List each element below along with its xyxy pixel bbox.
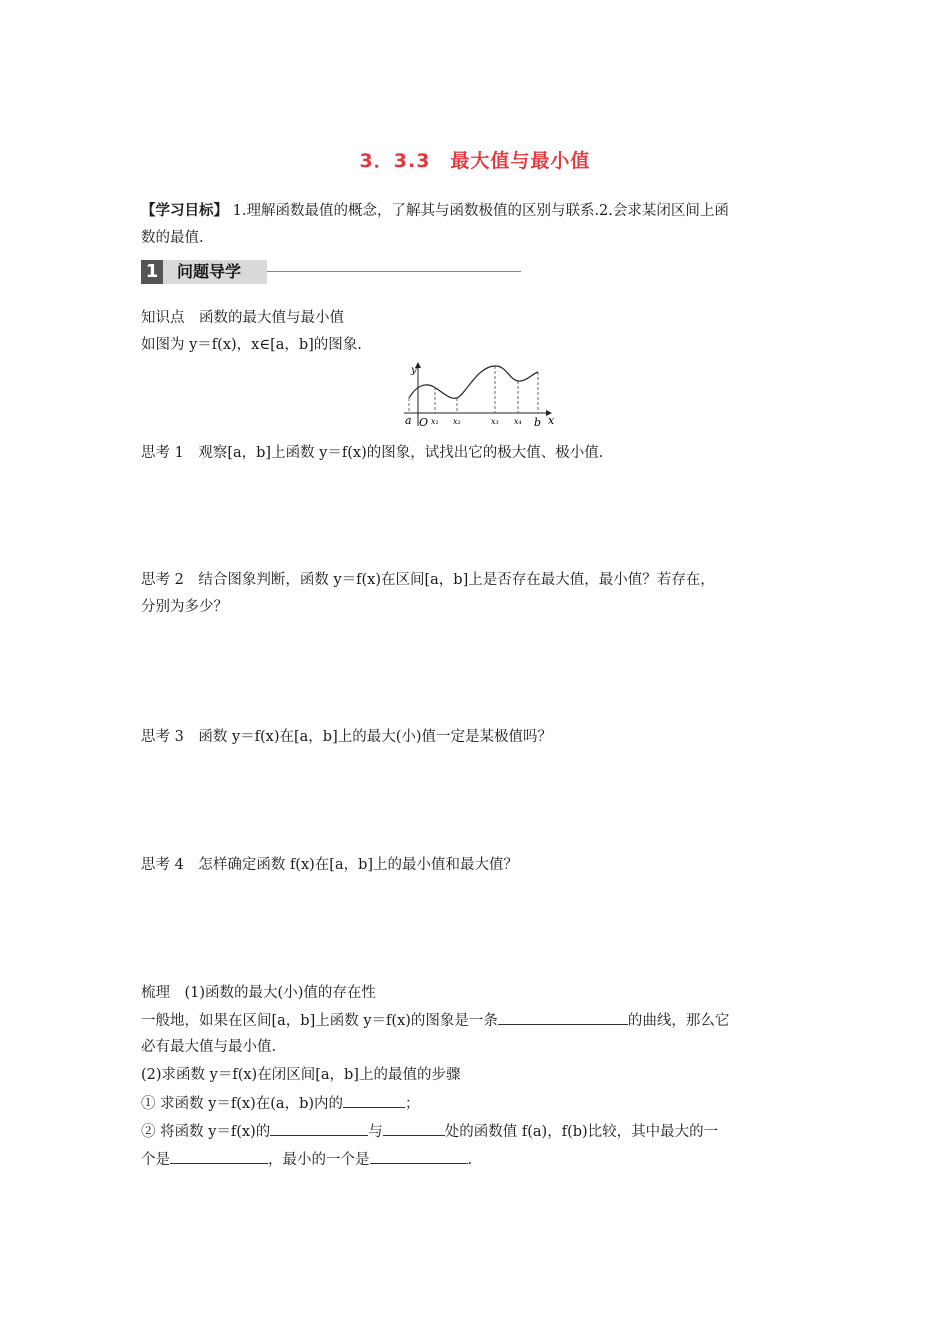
goal-text-line1: 1.理解函数最值的概念，了解其与函数极值的区别与联系.2.会求某闭区间上函 (232, 203, 729, 219)
step3-c: . (467, 1152, 473, 1168)
summary-step2 (141, 1121, 718, 1142)
section-header (141, 260, 521, 284)
y-axis-label: y (411, 365, 417, 376)
tick-b: b (534, 416, 542, 429)
curve (409, 366, 538, 398)
think-2-line1: 思考 2 结合图象判断，函数 y＝f(x)在区间[a，b]上是否存在最大值，最小值？若存在， (141, 572, 715, 588)
learning-goal (141, 201, 729, 221)
summary-step3 (141, 1149, 472, 1170)
tick-x4: x₄ (514, 417, 522, 426)
section-rule (267, 271, 521, 272)
blank-min[interactable] (370, 1149, 468, 1164)
step2-b: 与 (368, 1124, 383, 1140)
step2-c: 处的函数值 f(a)，f(b)比较，其中最大的一 (444, 1124, 719, 1140)
summary-p1-c: 必有最大值与最小值. (141, 1039, 277, 1055)
think-4: 思考 4 怎样确定函数 f(x)在[a，b]上的最小值和最大值？ (141, 857, 519, 873)
function-graph (398, 360, 558, 430)
knowledge-intro: 如图为 y＝f(x)，x∈[a，b]的图象. (141, 337, 362, 353)
step2-a: ② 将函数 y＝f(x)的 (141, 1124, 271, 1140)
step3-b: ，最小的一个是 (268, 1152, 370, 1168)
origin-label: O (419, 416, 429, 429)
section-label: 问题导学 (177, 262, 242, 281)
blank-endpoints[interactable] (383, 1121, 445, 1136)
section-number: 1 (141, 260, 163, 284)
page-title: 3．3.3 最大值与最小值 (359, 150, 591, 172)
step3-a: 个是 (141, 1152, 170, 1168)
step1-a: ① 求函数 y＝f(x)在(a，b)内的 (141, 1096, 344, 1112)
tick-x1: x₁ (431, 417, 439, 426)
summary-p1 (141, 1010, 729, 1031)
summary-heading: 梳理 (1)函数的最大(小)值的存在性 (141, 985, 376, 1001)
tick-x3: x₃ (491, 417, 499, 426)
tick-a: a (405, 414, 412, 427)
think-2-line2: 分别为多少？ (141, 599, 228, 615)
blank-extreme-values[interactable] (270, 1121, 368, 1136)
summary-p1-a: 一般地，如果在区间[a，b]上函数 y＝f(x)的图象是一条 (141, 1013, 498, 1029)
think-1: 思考 1 观察[a，b]上函数 y＝f(x)的图象，试找出它的极大值、极小值. (141, 445, 604, 461)
summary-p1-b: 的曲线，那么它 (627, 1013, 730, 1029)
step1-b: ； (405, 1096, 420, 1112)
goal-text-line2: 数的最值. (141, 230, 204, 246)
blank-max[interactable] (170, 1149, 268, 1164)
x-axis-label: x (548, 414, 555, 427)
blank-continuous[interactable] (498, 1010, 628, 1025)
knowledge-heading: 知识点 函数的最大值与最小值 (141, 310, 344, 326)
goal-label: 【学习目标】 (141, 203, 228, 219)
think-3: 思考 3 函数 y＝f(x)在[a，b]上的最大(小)值一定是某极值吗？ (141, 729, 553, 745)
summary-step1 (141, 1093, 420, 1114)
summary-p2: (2)求函数 y＝f(x)在闭区间[a，b]上的最值的步骤 (141, 1067, 461, 1083)
blank-extrema[interactable] (343, 1093, 405, 1108)
tick-x2: x₂ (453, 417, 461, 426)
